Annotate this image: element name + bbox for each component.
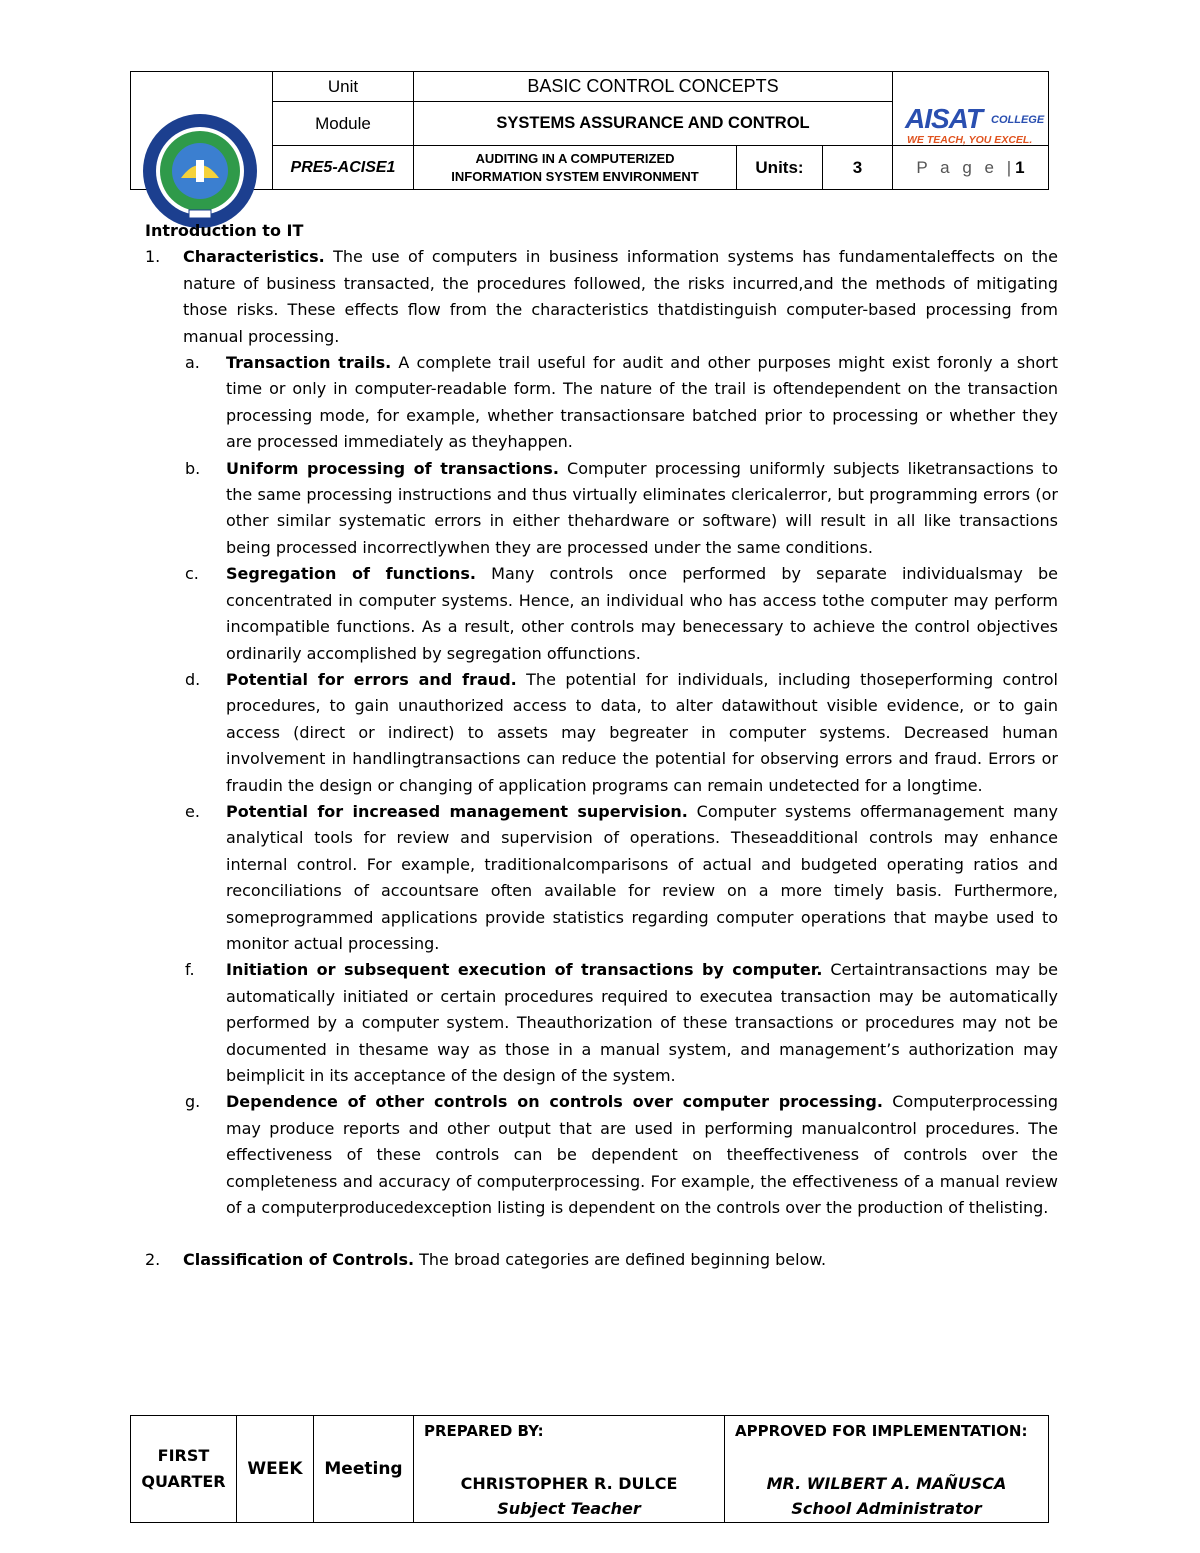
quarter-cell	[131, 1416, 237, 1523]
sub-item-label: Transaction trails.	[226, 353, 392, 373]
page-label: P a g e	[916, 157, 998, 177]
spacer	[145, 1221, 1058, 1247]
units-value: 3	[823, 146, 893, 190]
sub-item-label: Initiation or subsequent execution of transactions by computer.	[226, 960, 823, 980]
footer-table	[130, 1415, 1049, 1523]
course-title-line1: AUDITING IN A COMPUTERIZED	[475, 150, 675, 166]
item-label: Characteristics.	[183, 247, 325, 267]
sub-item	[145, 561, 1058, 667]
course-title	[414, 146, 737, 190]
list-item-characteristics	[145, 244, 1058, 350]
prepared-by-cell	[414, 1416, 725, 1523]
sub-item-text: Many controls once performed by separate individualsmay be concentrated in computer systems. Hence, an individual who has access tothe computer may perform incompatible functions. As a result, other controls may benecessary to achieve the control objectives ordinarily accomplished by segregation offunctions.	[226, 564, 1058, 663]
quarter-line1: FIRST	[157, 1446, 210, 1465]
page-indicator	[893, 146, 1049, 190]
sub-item	[145, 799, 1058, 957]
page-separator: |	[1006, 157, 1016, 177]
units-label: Units:	[737, 146, 823, 190]
sub-item-letter: e.	[185, 801, 200, 821]
unit-title: BASIC CONTROL CONCEPTS	[414, 72, 893, 102]
page-number: 1	[1015, 157, 1025, 177]
prepared-role: Subject Teacher	[497, 1499, 641, 1518]
approved-label: APPROVED FOR IMPLEMENTATION:	[735, 1422, 1028, 1440]
sub-item-label: Segregation of functions.	[226, 564, 476, 584]
item-text: The broad categories are defined beginning below.	[414, 1250, 827, 1270]
sub-item-letter: c.	[185, 564, 199, 584]
sub-item-text: Certaintransactions may be automatically initiated or certain procedures required to executea transaction may be automatically performed by a computer system. Theauthorization of these transactions or procedures may not be documented in thesame way as those in a manual system, and management’s authorization may beimplicit in its acceptance of the design of the system.	[226, 960, 1058, 1085]
module-title: SYSTEMS ASSURANCE AND CONTROL	[414, 102, 893, 146]
module-label: Module	[273, 102, 414, 146]
approved-name: MR. WILBERT A. MAÑUSCA	[766, 1474, 1007, 1493]
item-number: 1.	[145, 247, 161, 267]
course-title-line2: INFORMATION SYSTEM ENVIRONMENT	[451, 168, 699, 184]
sub-item-letter: b.	[185, 458, 201, 478]
brand-college: COLLEGE	[991, 114, 1045, 126]
meeting-cell: Meeting	[314, 1416, 414, 1523]
sub-item-label: Potential for errors and fraud.	[226, 669, 517, 689]
sub-item-text: A complete trail useful for audit and other purposes might exist foronly a short time or only in computer-readable form. The nature of the trail is oftendependent on the transaction processing mode, for example, whether transactionsare batched prior to processing or whether they are processed immediately as theyhappen.	[226, 353, 1059, 452]
brand-tagline: WE TEACH, YOU EXCEL.	[907, 134, 1033, 146]
document-body	[145, 218, 1058, 1274]
sub-item	[145, 1089, 1058, 1221]
week-cell: WEEK	[237, 1416, 314, 1523]
quarter-line2: QUARTER	[141, 1472, 226, 1491]
sub-item-letter: a.	[185, 353, 200, 373]
item-text: The use of computers in business information systems has fundamentaleffects on the nature of business transacted, the procedures followed, the risks incurred,and the methods of mitigating those risks. These effects flow from the characteristics thatdistinguish computer-based processing from manual processing.	[183, 247, 1058, 346]
sub-item	[145, 957, 1058, 1089]
prepared-name: CHRISTOPHER R. DULCE	[460, 1474, 678, 1493]
sub-item-letter: g.	[185, 1092, 201, 1112]
school-seal-icon	[141, 112, 259, 230]
sub-item-text: Computerprocessing may produce reports and other output that are used in performing manualcontrol procedures. The effectiveness of these controls can be dependent on theeffectiveness of controls over the completeness and accuracy of computerprocessing. For example, the effectiveness of a manual review of a computerproducedexception listing is dependent on the controls over the production of thelisting.	[226, 1092, 1058, 1218]
item-number: 2.	[145, 1250, 161, 1270]
sub-item-letter: f.	[185, 960, 195, 980]
section-heading: Introduction to IT	[145, 221, 304, 240]
unit-label: Unit	[273, 72, 414, 102]
sub-item-label: Uniform processing of transactions.	[226, 458, 559, 478]
sub-item	[145, 456, 1058, 562]
sub-item-text: The potential for individuals, including thoseperforming control procedures, to gain unauthorized access to data, to alter datawithout visible evidence, or to gain access (direct or indirect) to assets may begreater in computer systems. Decreased human involvement in handlingtransactions can reduce the potential for observing errors and fraud. Errors or fraudin the design or changing of application programs can remain undetected for a longtime.	[226, 669, 1058, 795]
approved-by-cell	[725, 1416, 1049, 1523]
sub-item-label: Potential for increased management supervision.	[226, 801, 688, 821]
sub-item-text: Computer processing uniformly subjects liketransactions to the same processing instructions and thus virtually eliminates clericalerror, but programming errors (or other similar systematic errors in either thehardware or software) will result in all like transactions being processed incorrectlywhen they are processed under the same conditions.	[226, 458, 1058, 557]
list-item-classification	[145, 1247, 1058, 1273]
sub-item	[145, 667, 1058, 799]
approved-role: School Administrator	[791, 1499, 982, 1518]
sub-item-label: Dependence of other controls on controls over computer processing.	[226, 1092, 883, 1112]
aisat-logo	[905, 103, 1045, 149]
course-code: PRE5-ACISE1	[273, 146, 414, 190]
sub-item-letter: d.	[185, 669, 201, 689]
sub-item-text: Computer systems offermanagement many analytical tools for review and supervision of operations. Theseadditional controls may enhance internal control. For example, traditionalcomparisons of actual and budgeted operating ratios and reconciliations of accountsare often available for review on a more timely basis. Furthermore, someprogrammed applications provide statistics regarding computer operations that maybe used to monitor actual processing.	[226, 801, 1058, 953]
item-label: Classification of Controls.	[183, 1250, 415, 1270]
sub-item	[145, 350, 1058, 456]
brand-name: AISAT	[905, 103, 982, 134]
prepared-label: PREPARED BY:	[424, 1422, 544, 1440]
